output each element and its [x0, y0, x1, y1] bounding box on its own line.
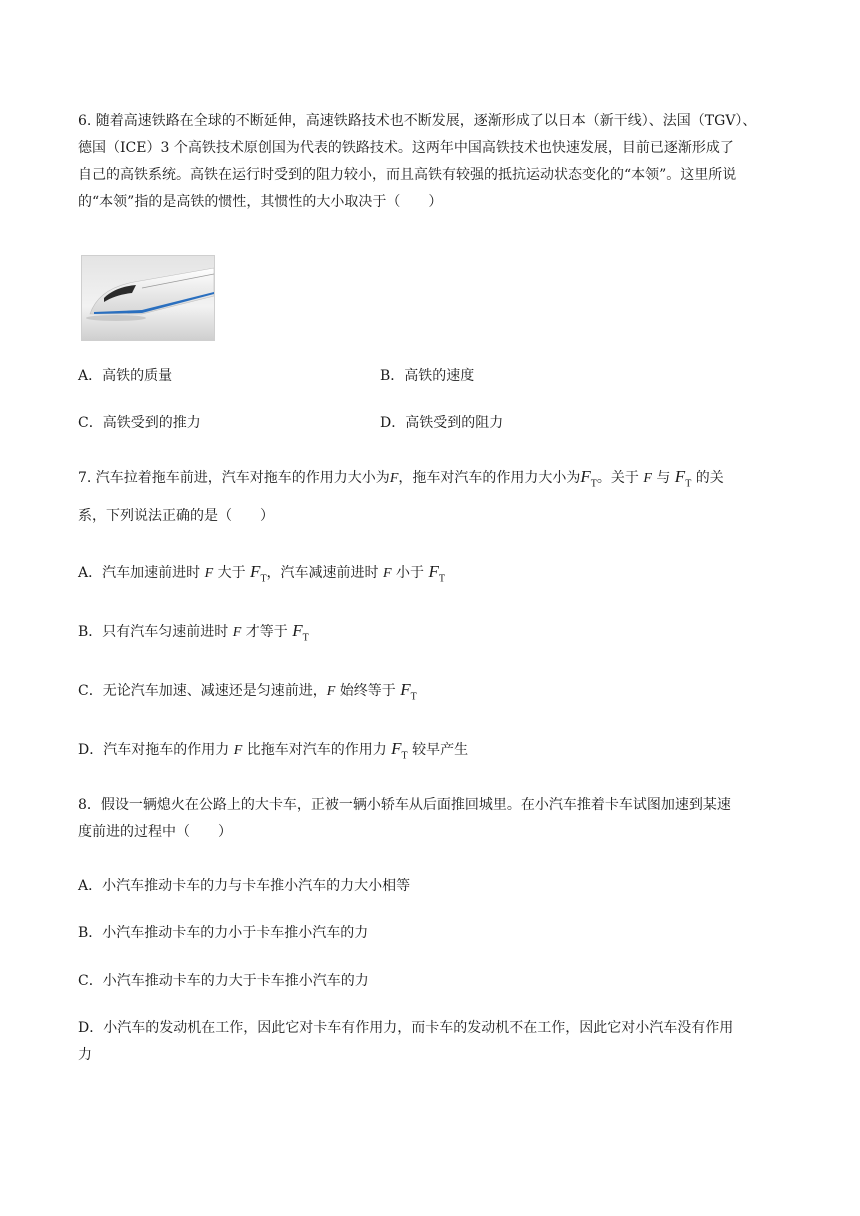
q7-option-c[interactable]: C．无论汽车加速、减速还是匀速前进，F 始终等于 $F_T$: [78, 680, 417, 703]
q7-option-a[interactable]: A．汽车加速前进时 F 大于 $F_T$，汽车减速前进时 F 小于 $F_T$: [78, 562, 445, 585]
question-8-stem: [78, 792, 784, 846]
q6-option-a[interactable]: A．高铁的质量: [78, 368, 173, 384]
high-speed-train-photo: [81, 255, 215, 341]
q6-line-4: 的“本领”指的是高铁的惯性，其惯性的大小取决于（ ）: [78, 194, 443, 210]
q6-option-b[interactable]: B．高铁的速度: [380, 368, 475, 384]
q6-line-1: 6. 随着高速铁路在全球的不断延伸，高速铁路技术也不断发展，逐渐形成了以日本（新干线）、法国（TGV）、: [78, 113, 757, 129]
question-7-line-2: 系，下列说法正确的是（ ）: [78, 508, 274, 524]
q7-option-d[interactable]: D．汽车对拖车的作用力 F 比拖车对汽车的作用力 $F_T$ 较早产生: [78, 739, 469, 762]
q6-option-c[interactable]: C．高铁受到的推力: [78, 415, 201, 431]
question-6-stem: [78, 108, 784, 216]
q8-option-a[interactable]: A．小汽车推动卡车的力与卡车推小汽车的力大小相等: [78, 878, 411, 894]
q8-option-d[interactable]: [78, 1015, 784, 1069]
train-illustration: [82, 256, 214, 340]
force-ft-symbol: $F_T$: [674, 467, 692, 490]
q6-line-2: 德国（ICE）3 个高铁技术原创国为代表的铁路技术。这两年中国高铁技术也快速发展，目前已逐渐形成了: [78, 140, 734, 156]
q7-option-b[interactable]: B．只有汽车匀速前进时 F 才等于 $F_T$: [78, 621, 309, 644]
q8-option-d-line-2: 力: [78, 1047, 92, 1063]
q8-option-c[interactable]: C．小汽车推动卡车的力大于卡车推小汽车的力: [78, 973, 369, 989]
question-7-line-1: 7. 汽车拉着拖车前进，汽车对拖车的作用力大小为F，拖车对汽车的作用力大小为$F_T$。关于 F 与 $F_T$ 的关: [78, 467, 724, 490]
q8-option-d-line-1: D．小汽车的发动机在工作，因此它对卡车有作用力，而卡车的发动机不在工作，因此它对小汽车没有作用: [78, 1020, 734, 1036]
force-ft-symbol: $F_T$: [580, 467, 597, 490]
q8-line-2: 度前进的过程中（ ）: [78, 824, 232, 840]
q6-line-3: 自己的高铁系统。高铁在运行时受到的阻力较小，而且高铁有较强的抵抗运动状态变化的“本领”。这里所说: [78, 167, 737, 183]
q6-option-d[interactable]: D．高铁受到的阻力: [380, 415, 504, 431]
q8-line-1: 8．假设一辆熄火在公路上的大卡车，正被一辆小轿车从后面推回城里。在小汽车推着卡车试图加速到某速: [78, 797, 731, 813]
q8-option-b[interactable]: B．小汽车推动卡车的力小于卡车推小汽车的力: [78, 925, 369, 941]
